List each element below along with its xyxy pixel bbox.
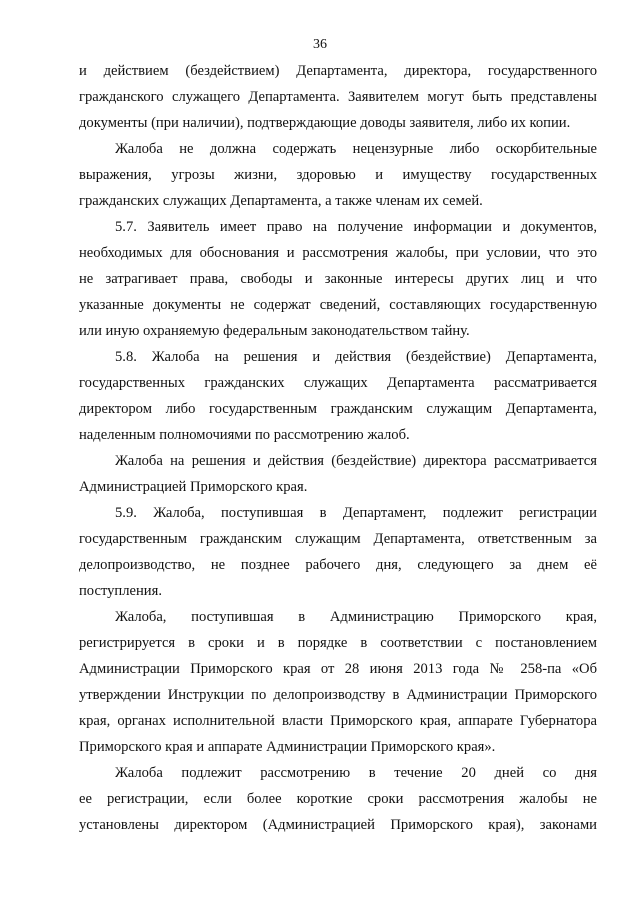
text-line: 5.8. Жалоба на решения и действия (бездействие) Департамента, <box>115 349 597 365</box>
text-line: 5.9. Жалоба, поступившая в Департамент, подлежит регистрации <box>115 505 597 521</box>
text-line: директором либо государственным гражданским служащим Департамента, <box>79 401 597 417</box>
text-line: Жалоба подлежит рассмотрению в течение 20 дней со дня <box>115 765 597 781</box>
text-line: 5.7. Заявитель имеет право на получение информации и документов, <box>115 219 597 235</box>
paragraph <box>79 344 597 448</box>
text-line: и действием (бездействием) Департамента, директора, государственного <box>79 63 597 79</box>
document-body <box>79 58 597 838</box>
text-line: или иную охраняемую федеральным законодательством тайну. <box>79 323 470 339</box>
page-number: 36 <box>313 37 327 52</box>
text-line: гражданских служащих Департамента, а также членам их семей. <box>79 193 483 209</box>
text-line: государственным гражданским служащим Департамента, ответственным за <box>79 531 597 547</box>
paragraph <box>79 136 597 214</box>
text-line: ее регистрации, если более короткие сроки рассмотрения жалобы не <box>79 791 597 807</box>
paragraph <box>79 604 597 760</box>
text-line: документы (при наличии), подтверждающие доводы заявителя, либо их копии. <box>79 115 571 131</box>
paragraph <box>79 760 597 838</box>
text-line: необходимых для обоснования и рассмотрения жалобы, при условии, что это <box>79 245 597 261</box>
paragraph <box>79 214 597 344</box>
text-line: Приморского края и аппарате Администрации Приморского края». <box>79 739 496 755</box>
text-line: установлены директором (Администрацией Приморского края), законами <box>79 817 597 833</box>
paragraph <box>79 448 597 500</box>
text-line: наделенным полномочиями по рассмотрению жалоб. <box>79 427 410 443</box>
text-line: не затрагивает права, свободы и законные интересы других лиц и что <box>79 271 597 287</box>
text-line: указанные документы не содержат сведений, составляющих государственную <box>79 297 597 313</box>
text-line: государственных гражданских служащих Департамента рассматривается <box>79 375 597 391</box>
text-line: регистрируется в сроки и в порядке в соответствии с постановлением <box>79 635 597 651</box>
text-line: выражения, угрозы жизни, здоровью и имуществу государственных <box>79 167 597 183</box>
text-line: Жалоба на решения и действия (бездействие) директора рассматривается <box>115 453 597 469</box>
text-line: гражданского служащего Департамента. Заявителем могут быть представлены <box>79 89 597 105</box>
text-line: Администрации Приморского края от 28 июня 2013 года № 258-па «Об <box>79 661 597 677</box>
text-line: поступления. <box>79 583 162 599</box>
text-line: утверждении Инструкции по делопроизводству в Администрации Приморского <box>79 687 597 703</box>
text-line: края, органах исполнительной власти Приморского края, аппарате Губернатора <box>79 713 597 729</box>
text-line: Жалоба, поступившая в Администрацию Приморского края, <box>115 609 597 625</box>
paragraph <box>79 500 597 604</box>
paragraph <box>79 58 597 136</box>
text-line: делопроизводство, не позднее рабочего дня, следующего за днем её <box>79 557 597 573</box>
text-line: Жалоба не должна содержать нецензурные либо оскорбительные <box>115 141 597 157</box>
text-line: Администрацией Приморского края. <box>79 479 308 495</box>
